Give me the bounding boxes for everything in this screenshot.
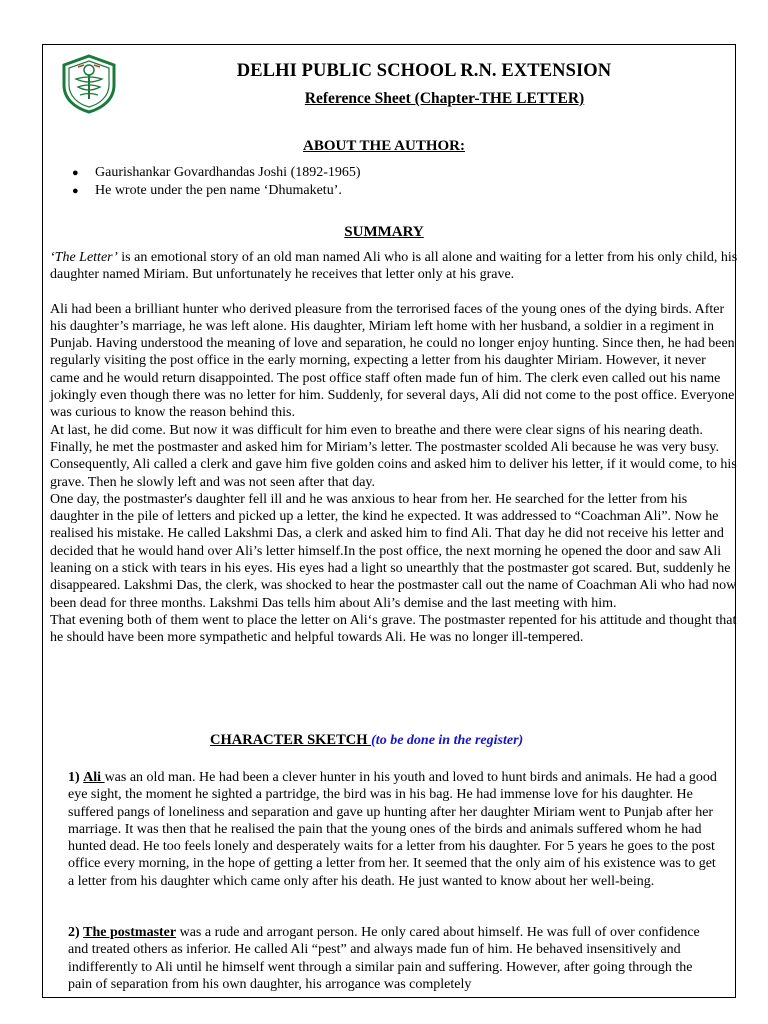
summary-paragraph: That evening both of them went to place the letter on Ali‘s grave. The postmaster repented for his attitude and thought that he should have been more sympathetic and helpful towards Ali. He was no longer ill-tempered.	[50, 612, 737, 646]
story-title: ‘The Letter’	[50, 250, 118, 265]
character-sketch-heading	[210, 732, 523, 749]
list-item: ● He wrote under the pen name ‘Dhumaketu’.	[72, 182, 361, 200]
summary-body	[50, 249, 738, 647]
character-name: Ali	[83, 770, 105, 785]
character-postmaster	[68, 924, 720, 993]
character-text: was a rude and arrogant person. He only cared about himself. He was full of over confidence and treated others as inferior. He called Ali “pest” and always made fun of him. He behaved insensitively and indifferently to Ali until he himself went through a similar pain and suffering. However, after going through the pain of separation from his own daughter, his arrogance was completely	[68, 925, 700, 992]
summary-paragraph: One day, the postmaster's daughter fell ill and he was anxious to hear from her. He searched for the letter from his daughter in the pile of letters and picked up a letter, the kind he expected. It was addressed to “Coachman Ali”. Now he realised his mistake. He called Lakshmi Das, a clerk and asked him to find Ali. That day he did not receive his letter and decided that he would hand over Ali’s letter himself.In the post office, the next morning he opened the door and saw Ali leaning on a stick with tears in his eyes. His eyes had a light so unearthly that the postmaster got scared. But, suddenly he disappeared. Lakshmi Das, the clerk, was shocked to hear the postmaster call out the name of Coachman Ali who had now been dead for three months. Lakshmi Das tells him about Ali’s demise and the last meeting with him.	[50, 491, 737, 611]
item-number: 2)	[68, 925, 80, 940]
character-text: was an old man. He had been a clever hunter in his youth and loved to hunt birds and animals. He had a good eye sight, the moment he sighted a partridge, the bird was in his bag. He had immense love for his daughter. He suffered pangs of loneliness and separation and gave up hunting after her daughter Miriam went to Punjab after her marriage. It was then that he realised the pain that the young ones of the birds and animals suffered whom he had hunted dead. He too feels lonely and desperately waits for a letter from his daughter. For 5 years he goes to the post office every morning, in the hope of getting a letter from her. It seemed that the only aim of his existence was to get a letter from his daughter which came only after his death. He just wanted to know about her well-being.	[68, 770, 717, 889]
author-heading: ABOUT THE AUTHOR:	[303, 138, 465, 154]
character-sketch-note: (to be done in the register)	[371, 733, 524, 748]
character-ali	[68, 769, 720, 890]
school-name: DELHI PUBLIC SCHOOL R.N. EXTENSION	[236, 61, 612, 81]
character-sketch-title: CHARACTER SKETCH	[210, 732, 372, 748]
summary-text: is an emotional story of an old man named Ali who is all alone and waiting for a letter from his only child, his daughter named Miriam. But unfortunately he receives that letter only at his grave.	[50, 250, 738, 283]
summary-paragraph: At last, he did come. But now it was difficult for him even to breathe and there were clear signs of his nearing death. Finally, he met the postmaster and asked him for Miriam’s letter. The postmaster scolded Ali because he was very busy. Consequently, Ali called a clerk and gave him five golden coins and asked him to deliver his letter, if it would come, to his grave. Then he slowly left and was not seen after that day.	[50, 422, 737, 490]
summary-paragraph: Ali had been a brilliant hunter who derived pleasure from the terrorised faces of the young ones of the dying birds. After his daughter’s marriage, he was left alone. His daughter, Miriam left home with her husband, a soldier in a regiment in Punjab. Having understood the meaning of love and separation, he could no longer enjoy hunting. Since then, he had been regularly visiting the post office in the early morning, expecting a letter from his daughter Miriam. However, it never came and he would return disappointed. The post office staff often made fun of him. The clerk even called out his name jokingly even though there was no letter for him. Suddenly, for several days, Ali did not come to the post office. Everyone was curious to know the reason behind this.	[50, 301, 735, 421]
summary-paragraph	[50, 249, 738, 284]
author-list	[72, 164, 361, 200]
summary-heading: SUMMARY	[344, 224, 424, 240]
character-name: The postmaster	[83, 925, 177, 940]
item-number: 1)	[68, 770, 80, 785]
list-item: ● Gaurishankar Govardhandas Joshi (1892-1965)	[72, 164, 361, 182]
reference-title: Reference Sheet (Chapter-THE LETTER)	[304, 90, 585, 107]
